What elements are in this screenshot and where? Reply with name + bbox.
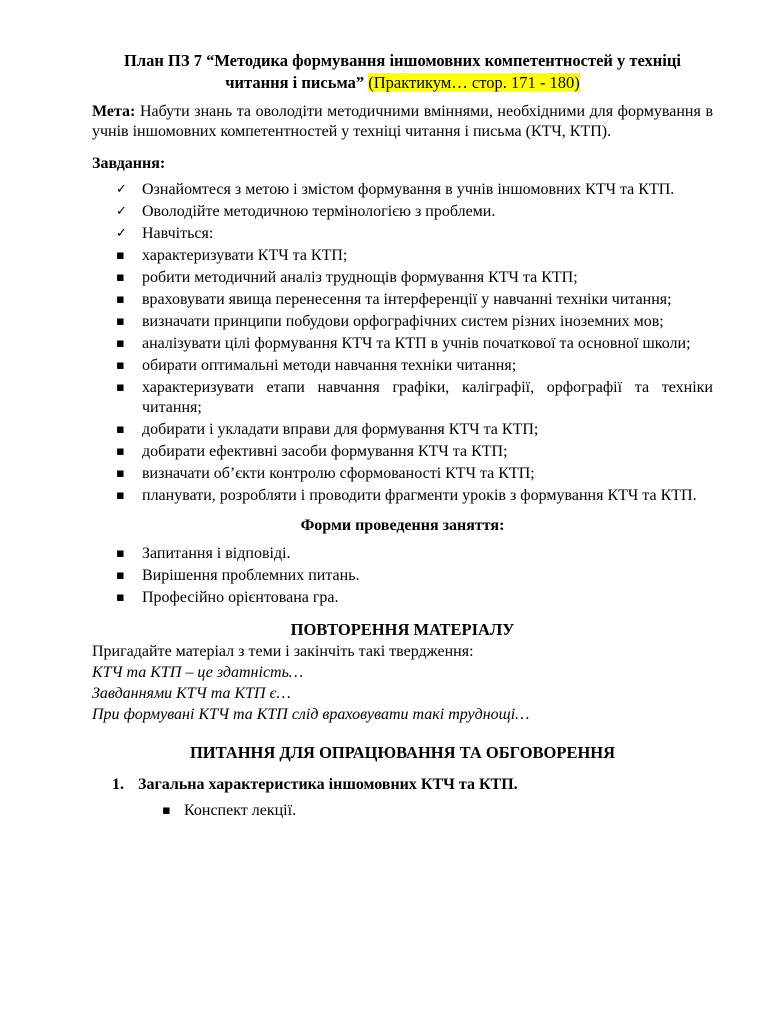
checkmark-icon: ✓ — [116, 204, 127, 219]
bullet-item — [116, 268, 713, 288]
check-item — [116, 180, 713, 200]
forms-item-text: Запитання і відповіді. — [142, 545, 291, 562]
question-sub-text: Конспект лекції. — [184, 802, 297, 819]
square-bullet-icon: ▪ — [116, 546, 125, 561]
bullet-item — [116, 378, 713, 418]
forms-item — [116, 588, 713, 608]
bullet-item-text: добирати і укладати вправи для формування КТЧ та КТП; — [142, 421, 539, 438]
bullet-item — [116, 246, 713, 266]
square-bullet-icon: ▪ — [116, 568, 125, 583]
square-bullet-icon: ▪ — [116, 488, 125, 503]
question-number: 1. — [112, 776, 124, 793]
bullet-item — [116, 442, 713, 462]
square-bullet-icon: ▪ — [116, 422, 125, 437]
bullet-item-text: визначати принципи побудови орфографічних систем різних іноземних мов; — [142, 313, 664, 330]
bullet-item — [116, 486, 713, 506]
question-text: Загальна характеристика іншомовних КТЧ та КТП. — [138, 776, 518, 793]
bullet-item — [116, 290, 713, 310]
question-sub-item — [162, 801, 713, 821]
title-main: План ПЗ 7 “Методика формування іншомовних компетентностей у техніці читання і письма” — [124, 51, 681, 92]
forms-item — [116, 544, 713, 564]
bullet-item-text: добирати ефективні засоби формування КТЧ та КТП; — [142, 443, 508, 460]
questions-heading: ПИТАННЯ ДЛЯ ОПРАЦЮВАННЯ ТА ОБГОВОРЕННЯ — [189, 743, 616, 762]
forms-item — [116, 566, 713, 586]
bullet-item — [116, 420, 713, 440]
goal-label: Мета: — [92, 103, 136, 120]
forms-list — [92, 544, 713, 608]
bullet-item — [116, 464, 713, 484]
bullet-item — [116, 334, 713, 354]
checkmark-icon: ✓ — [116, 226, 127, 241]
square-bullet-icon: ▪ — [162, 803, 171, 818]
square-bullet-icon: ▪ — [116, 590, 125, 605]
check-item — [116, 224, 713, 244]
square-bullet-icon: ▪ — [116, 358, 125, 373]
forms-heading: Форми проведення заняття: — [300, 517, 505, 534]
tasks-list — [92, 180, 713, 506]
review-line: При формувані КТЧ та КТП слід враховувати такі труднощі… — [92, 706, 530, 723]
forms-item-text: Вирішення проблемних питань. — [142, 567, 360, 584]
square-bullet-icon: ▪ — [116, 270, 125, 285]
title-reference-highlight: (Практикум… стор. 171 - 180) — [368, 73, 580, 92]
check-item-text: Ознайомтеся з метою і змістом формування в учнів іншомовних КТЧ та КТП. — [142, 181, 675, 198]
square-bullet-icon: ▪ — [116, 336, 125, 351]
checkmark-icon: ✓ — [116, 182, 127, 197]
check-item-text: Навчіться: — [142, 225, 214, 242]
review-line: КТЧ та КТП – це здатність… — [92, 664, 304, 681]
forms-item-text: Професійно орієнтована гра. — [142, 589, 339, 606]
square-bullet-icon: ▪ — [116, 248, 125, 263]
question-item — [112, 775, 713, 795]
bullet-item-text: характеризувати етапи навчання графіки, каліграфії, орфографії та техніки читання; — [142, 379, 713, 416]
review-heading: ПОВТОРЕННЯ МАТЕРІАЛУ — [290, 620, 515, 639]
review-line: Завданнями КТЧ та КТП є… — [92, 685, 291, 702]
review-intro: Пригадайте матеріал з теми і закінчіть такі твердження: — [92, 643, 474, 660]
bullet-item-text: аналізувати цілі формування КТЧ та КТП в учнів початкової та основної школи; — [142, 335, 691, 352]
bullet-item-text: обирати оптимальні методи навчання техніки читання; — [142, 357, 517, 374]
bullet-item-text: характеризувати КТЧ та КТП; — [142, 247, 348, 264]
tasks-heading: Завдання: — [92, 155, 166, 172]
square-bullet-icon: ▪ — [116, 380, 125, 395]
goal-text: Набути знань та оволодіти методичними вміннями, необхідними для формування в учнів іншомовних компетентностей у техніці читання і письма (КТЧ, КТП). — [92, 103, 713, 140]
square-bullet-icon: ▪ — [116, 314, 125, 329]
bullet-item-text: робити методичний аналіз труднощів формування КТЧ та КТП; — [142, 269, 578, 286]
document-title — [92, 50, 713, 94]
bullet-item-text: визначати об’єкти контролю сформованості КТЧ та КТП; — [142, 465, 535, 482]
check-item — [116, 202, 713, 222]
square-bullet-icon: ▪ — [116, 466, 125, 481]
bullet-item-text: враховувати явища перенесення та інтерференції у навчанні техніки читання; — [142, 291, 672, 308]
bullet-item — [116, 312, 713, 332]
bullet-item-text: планувати, розробляти і проводити фрагменти уроків з формування КТЧ та КТП. — [142, 487, 697, 504]
square-bullet-icon: ▪ — [116, 292, 125, 307]
bullet-item — [116, 356, 713, 376]
square-bullet-icon: ▪ — [116, 444, 125, 459]
check-item-text: Оволодійте методичною термінологією з проблеми. — [142, 203, 496, 220]
goal-paragraph — [92, 102, 713, 142]
